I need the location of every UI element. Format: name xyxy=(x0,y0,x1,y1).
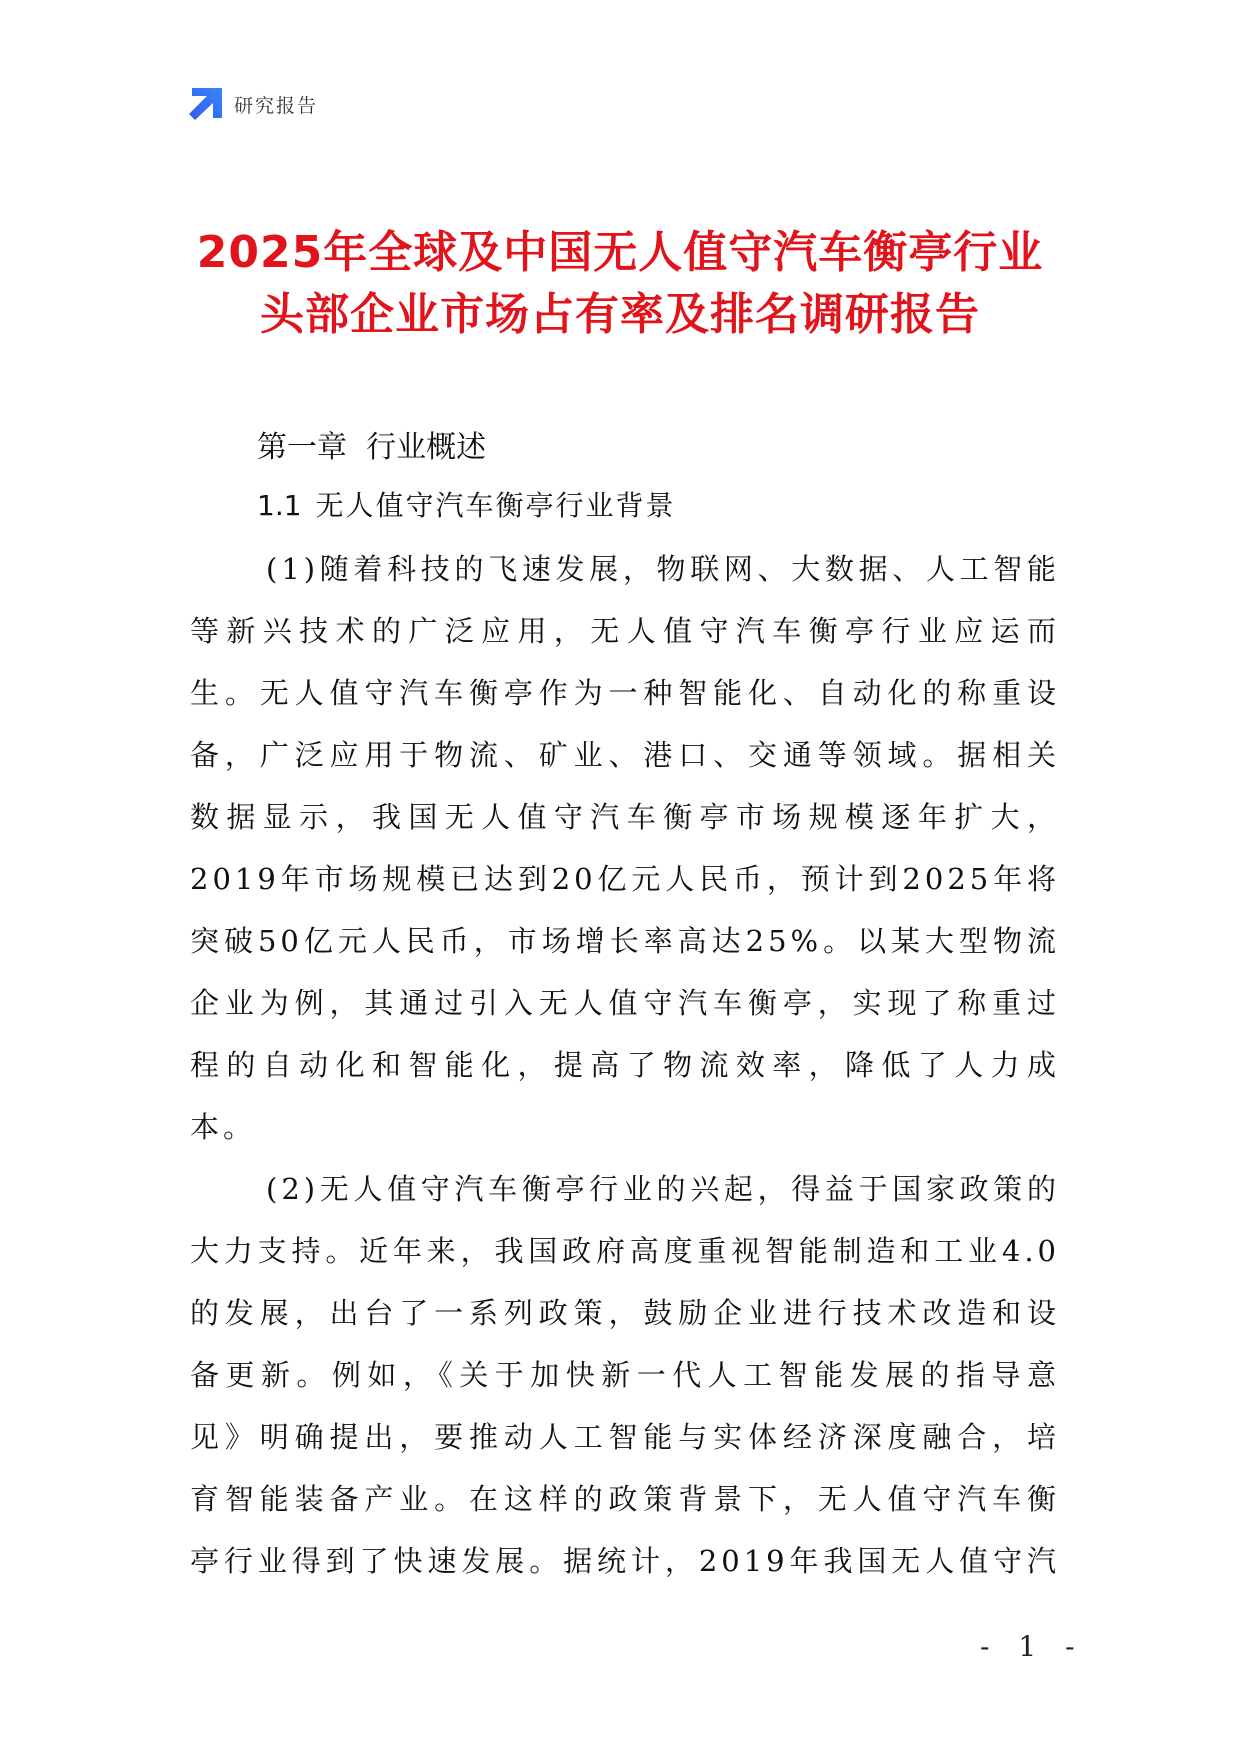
page-number: - 1 - xyxy=(980,1630,1085,1663)
section-heading xyxy=(257,484,676,524)
title-line-2: 头部企业市场占有率及排名调研报告 xyxy=(260,289,980,340)
paragraph-1 xyxy=(190,538,1060,1158)
paragraph-line: 见》明确提出，要推动人工智能与实体经济深度融合，培 xyxy=(190,1420,1060,1454)
paragraph-line: 备更新。例如，《关于加快新一代人工智能发展的指导意 xyxy=(190,1358,1060,1392)
paragraph-line: 大力支持。近年来，我国政府高度重视智能制造和工业4.0 xyxy=(190,1234,1060,1268)
arrow-up-right-icon xyxy=(188,88,222,120)
paragraph-line: 生。无人值守汽车衡亭作为一种智能化、自动化的称重设 xyxy=(190,676,1060,710)
document-title xyxy=(0,222,1240,346)
section-number: 1.1 xyxy=(257,489,302,522)
paragraph-line: 备，广泛应用于物流、矿业、港口、交通等领域。据相关 xyxy=(190,738,1060,772)
paragraph-line: (1)随着科技的飞速发展，物联网、大数据、人工智能 xyxy=(266,552,1060,586)
paragraph-line: 企业为例，其通过引入无人值守汽车衡亭，实现了称重过 xyxy=(190,986,1060,1020)
paragraph-line: 突破50亿元人民币，市场增长率高达25%。以某大型物流 xyxy=(190,924,1060,958)
chapter-heading: 第一章 行业概述 xyxy=(257,430,487,465)
paragraph-line: 等新兴技术的广泛应用，无人值守汽车衡亭行业应运而 xyxy=(190,614,1060,648)
title-line-1: 2025年全球及中国无人值守汽车衡亭行业 xyxy=(196,227,1044,278)
paragraph-line: (2)无人值守汽车衡亭行业的兴起，得益于国家政策的 xyxy=(266,1172,1060,1206)
paragraph-line: 程的自动化和智能化，提高了物流效率，降低了人力成 xyxy=(190,1048,1060,1082)
paragraph-2 xyxy=(190,1158,1060,1592)
paragraph-line: 育智能装备产业。在这样的政策背景下，无人值守汽车衡 xyxy=(190,1482,1060,1516)
header-label: 研究报告 xyxy=(234,94,319,117)
paragraph-line: 2019年市场规模已达到20亿元人民币，预计到2025年将 xyxy=(190,862,1060,896)
paragraph-line: 数据显示，我国无人值守汽车衡亭市场规模逐年扩大， xyxy=(190,800,1060,834)
paragraph-line: 本。 xyxy=(190,1110,257,1144)
paragraph-line: 的发展，出台了一系列政策，鼓励企业进行技术改造和设 xyxy=(190,1296,1060,1330)
document-body xyxy=(190,538,1060,1592)
report-header xyxy=(188,88,318,120)
section-title: 无人值守汽车衡亭行业背景 xyxy=(315,489,676,522)
paragraph-line: 亭行业得到了快速发展。据统计，2019年我国无人值守汽 xyxy=(190,1544,1060,1578)
